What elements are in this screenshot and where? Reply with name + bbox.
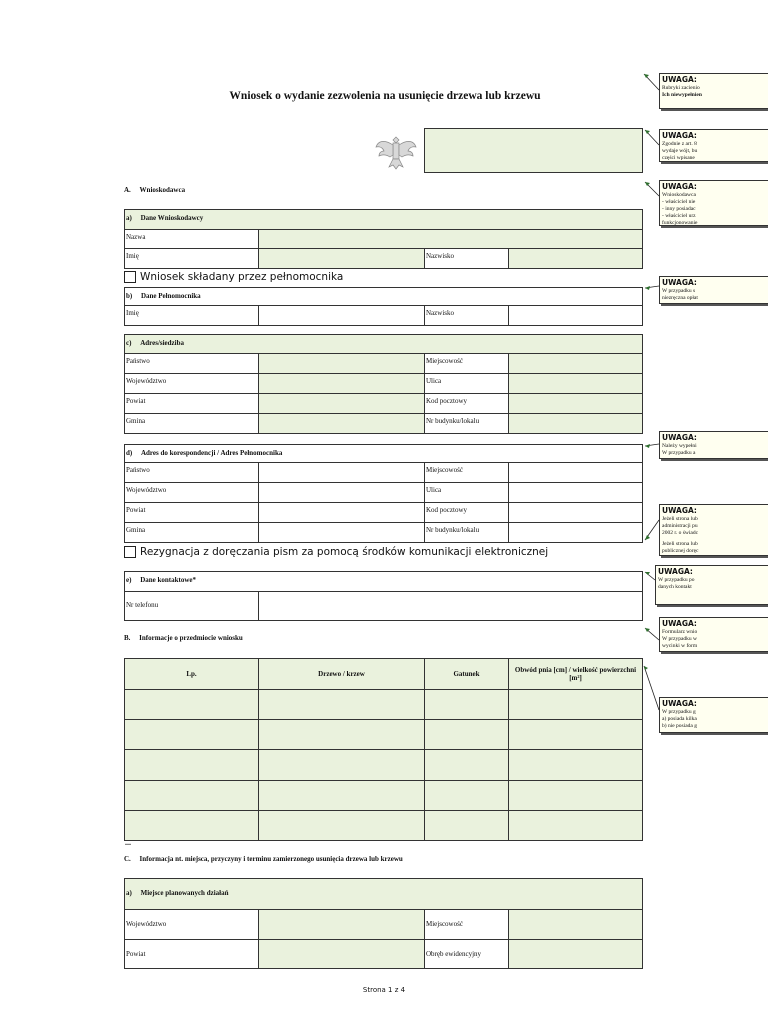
balloon-text: Formularz wnio (662, 629, 698, 635)
label-d-nr-budynku: Nr budynku/lokalu (425, 523, 509, 542)
section-c-heading: C. Informacja nt. miejsca, przyczyny i terminu zamierzonego usunięcia drzewa lub krzewu (124, 855, 403, 863)
applicant-data-header: a) Dane Wnioskodawcy (124, 209, 643, 229)
balloon-text: a) posiada kilka (662, 716, 697, 722)
cell-gatunek[interactable] (425, 781, 509, 810)
comment-balloon[interactable] (659, 697, 768, 733)
input-d-powiat[interactable] (259, 503, 425, 522)
label-miejscowosc: Miejscowość (425, 354, 509, 373)
comment-balloon[interactable] (659, 73, 768, 109)
label-telefon: Nr telefonu (125, 592, 259, 620)
section-b-heading: B. Informacje o przedmiocie wniosku (124, 634, 243, 642)
arrow-icon (645, 572, 650, 575)
balloon-text: W przypadku w (662, 636, 698, 642)
proxy-data-header: b) Dane Pełnomocnika (124, 287, 643, 305)
table-continuation: ... (125, 838, 131, 847)
label-nr-budynku: Nr budynku/lokalu (425, 414, 509, 433)
table-row (124, 810, 643, 841)
correspondence-header: d) Adres do korespondencji / Adres Pełnomocnika (124, 444, 643, 462)
input-d-kod[interactable] (509, 503, 642, 522)
balloon-text: - właściciel urz (662, 213, 696, 219)
table-row (124, 749, 643, 780)
input-powiat[interactable] (259, 394, 425, 413)
balloon-text: Zgodnie z art. 8 (662, 141, 697, 147)
label-d-wojewodztwo: Województwo (125, 483, 259, 502)
comment-balloon[interactable] (659, 276, 768, 304)
col-drzewo: Drzewo / krzew (259, 659, 425, 689)
comment-balloon[interactable] (655, 565, 768, 605)
input-d-miejscowosc[interactable] (509, 463, 642, 482)
balloon-text: Jeżeli strona lub (662, 541, 698, 547)
row-c-powiat (124, 939, 643, 969)
cell-obwod[interactable] (509, 781, 642, 810)
label-d-ulica: Ulica (425, 483, 509, 502)
input-d-gmina[interactable] (259, 523, 425, 542)
balloon-text: W przypadku a (662, 450, 696, 456)
input-d-nr-budynku[interactable] (509, 523, 642, 542)
balloon-title: UWAGA: (662, 131, 697, 140)
proxy-checkbox-row[interactable] (124, 271, 343, 283)
comment-balloon[interactable] (659, 617, 768, 652)
balloon-title: UWAGA: (662, 433, 697, 442)
balloon-text: - inny posiadac (662, 206, 696, 212)
address-header: c) Adres/siedziba (124, 334, 643, 353)
resign-checkbox[interactable] (124, 546, 136, 558)
balloon-text: funkcjonowanie (662, 220, 698, 226)
label-c-obreb: Obręb ewidencyjny (425, 940, 509, 968)
balloon-text: części wpisane (662, 155, 695, 161)
office-stamp-field[interactable] (424, 128, 643, 173)
balloon-text: b) nie posiada g (662, 723, 697, 729)
col-gatunek: Gatunek (425, 659, 509, 689)
table-row (124, 719, 643, 749)
cell-obwod[interactable] (509, 690, 642, 719)
location-header: a) Miejsce planowanych działań (124, 878, 643, 909)
arrow-icon (644, 666, 648, 670)
row-wojewodztwo (124, 373, 643, 393)
input-wojewodztwo[interactable] (259, 374, 425, 393)
label-imie: Imię (125, 249, 259, 268)
input-panstwo[interactable] (259, 354, 425, 373)
balloon-text: W przypadku s (662, 288, 696, 294)
row-d-gmina (124, 522, 643, 543)
input-proxy-nazwisko[interactable] (509, 306, 642, 325)
input-d-panstwo[interactable] (259, 463, 425, 482)
cell-drzewo[interactable] (259, 750, 425, 780)
polish-eagle-emblem (374, 133, 418, 173)
cell-drzewo[interactable] (259, 811, 425, 840)
label-c-miejscowosc: Miejscowość (425, 910, 509, 939)
row-proxy-imie (124, 305, 643, 326)
label-kod-pocztowy: Kod pocztowy (425, 394, 509, 413)
form-title: Wniosek o wydanie zezwolenia na usunięcie drzewa lub krzewu (229, 90, 541, 102)
cell-lp[interactable] (125, 750, 259, 780)
cell-obwod[interactable] (509, 750, 642, 780)
balloon-text: W przypadku g (662, 709, 696, 715)
cell-gatunek[interactable] (425, 750, 509, 780)
label-nazwisko: Nazwisko (425, 249, 509, 268)
col-lp: Lp. (125, 659, 259, 689)
balloon-text: niezręczna opłat (662, 295, 698, 301)
cell-gatunek[interactable] (425, 720, 509, 749)
label-d-miejscowosc: Miejscowość (425, 463, 509, 482)
cell-drzewo[interactable] (259, 781, 425, 810)
contact-header: e) Dane kontaktowe* (124, 571, 643, 591)
table-row (124, 689, 643, 719)
cell-lp[interactable] (125, 720, 259, 749)
label-proxy-imie: Imię (125, 306, 259, 325)
input-nazwa[interactable] (259, 230, 642, 248)
arrow-icon (645, 444, 650, 448)
comment-balloon[interactable] (659, 431, 768, 459)
balloon-text: publicznej doręc (662, 548, 699, 554)
input-c-miejscowosc[interactable] (509, 910, 642, 939)
comment-balloon[interactable] (659, 180, 768, 226)
row-nazwa (124, 229, 643, 248)
balloon-title: UWAGA: (662, 278, 697, 287)
cell-gatunek[interactable] (425, 690, 509, 719)
row-d-panstwo (124, 462, 643, 482)
balloon-text: danych kontakt (658, 584, 692, 590)
balloon-text: W przypadku po (658, 577, 695, 583)
input-miejscowosc[interactable] (509, 354, 642, 373)
balloon-title: UWAGA: (662, 75, 697, 84)
input-nazwisko[interactable] (509, 249, 642, 268)
cell-drzewo[interactable] (259, 690, 425, 719)
comment-balloon[interactable] (659, 504, 768, 556)
row-d-powiat (124, 502, 643, 522)
arrow-icon (645, 535, 650, 540)
page-number: Strona 1 z 4 (362, 986, 406, 994)
cell-gatunek[interactable] (425, 811, 509, 840)
row-telefon (124, 591, 643, 621)
cell-obwod[interactable] (509, 720, 642, 749)
label-panstwo: Państwo (125, 354, 259, 373)
label-d-powiat: Powiat (125, 503, 259, 522)
input-telefon[interactable] (259, 592, 642, 620)
label-powiat: Powiat (125, 394, 259, 413)
input-nr-budynku[interactable] (509, 414, 642, 433)
arrow-icon (645, 286, 650, 290)
balloon-title: UWAGA: (662, 619, 697, 628)
row-powiat (124, 393, 643, 413)
proxy-checkbox[interactable] (124, 271, 136, 283)
cell-lp[interactable] (125, 811, 259, 840)
input-d-ulica[interactable] (509, 483, 642, 502)
table-row (124, 780, 643, 810)
label-wojewodztwo: Województwo (125, 374, 259, 393)
input-c-powiat[interactable] (259, 940, 425, 968)
resign-checkbox-label: Rezygnacja z doręczania pism za pomocą środków komunikacji elektronicznej (140, 546, 549, 558)
input-d-wojewodztwo[interactable] (259, 483, 425, 502)
trees-table-header (124, 658, 643, 689)
row-gmina (124, 413, 643, 434)
label-gmina: Gmina (125, 414, 259, 433)
balloon-connectors (636, 60, 666, 760)
input-gmina[interactable] (259, 414, 425, 433)
input-kod-pocztowy[interactable] (509, 394, 642, 413)
cell-lp[interactable] (125, 690, 259, 719)
balloon-text: 2002 r. o świadc (662, 530, 699, 536)
label-d-panstwo: Państwo (125, 463, 259, 482)
balloon-text: Należy wypełni (662, 443, 697, 449)
balloon-title: UWAGA: (662, 506, 697, 515)
arrow-icon (644, 74, 649, 78)
col-obwod: Obwód pnia [cm] / wielkość powierzchni [m²] (514, 666, 637, 682)
input-proxy-imie[interactable] (259, 306, 425, 325)
proxy-checkbox-label: Wniosek składany przez pełnomocnika (140, 271, 344, 283)
row-panstwo (124, 353, 643, 373)
balloon-title: UWAGA: (662, 182, 697, 191)
cell-drzewo[interactable] (259, 720, 425, 749)
label-c-powiat: Powiat (125, 940, 259, 968)
input-imie[interactable] (259, 249, 425, 268)
balloon-text: Rubryki zacienio (662, 85, 700, 91)
label-d-kod: Kod pocztowy (425, 503, 509, 522)
label-d-gmina: Gmina (125, 523, 259, 542)
balloon-text: Ich niewypełnien (662, 92, 702, 98)
resign-checkbox-row[interactable] (124, 546, 548, 558)
arrow-icon (645, 130, 650, 134)
balloon-text: Jeżeli strona lub (662, 516, 698, 522)
label-ulica: Ulica (425, 374, 509, 393)
label-proxy-nazwisko: Nazwisko (425, 306, 509, 325)
row-c-wojewodztwo (124, 909, 643, 939)
balloon-title: UWAGA: (662, 699, 697, 708)
balloon-title: UWAGA: (658, 567, 693, 576)
section-a-heading: A. Wnioskodawca (124, 186, 186, 194)
balloon-text: - właściciel nie (662, 199, 696, 205)
comment-balloon[interactable] (659, 129, 768, 162)
balloon-text: wycinki w form (662, 643, 698, 649)
row-d-wojewodztwo (124, 482, 643, 502)
input-c-wojewodztwo[interactable] (259, 910, 425, 939)
balloon-text: wydaje wójt, bu (662, 148, 698, 154)
cell-lp[interactable] (125, 781, 259, 810)
input-c-obreb[interactable] (509, 940, 642, 968)
label-nazwa: Nazwa (125, 230, 259, 248)
input-ulica[interactable] (509, 374, 642, 393)
row-imie-nazwisko (124, 248, 643, 269)
label-c-wojewodztwo: Województwo (125, 910, 259, 939)
balloon-text: Wnioskodawca (662, 192, 696, 198)
arrow-icon (645, 182, 650, 186)
balloon-text: administracji pu (662, 523, 698, 529)
cell-obwod[interactable] (509, 811, 642, 840)
